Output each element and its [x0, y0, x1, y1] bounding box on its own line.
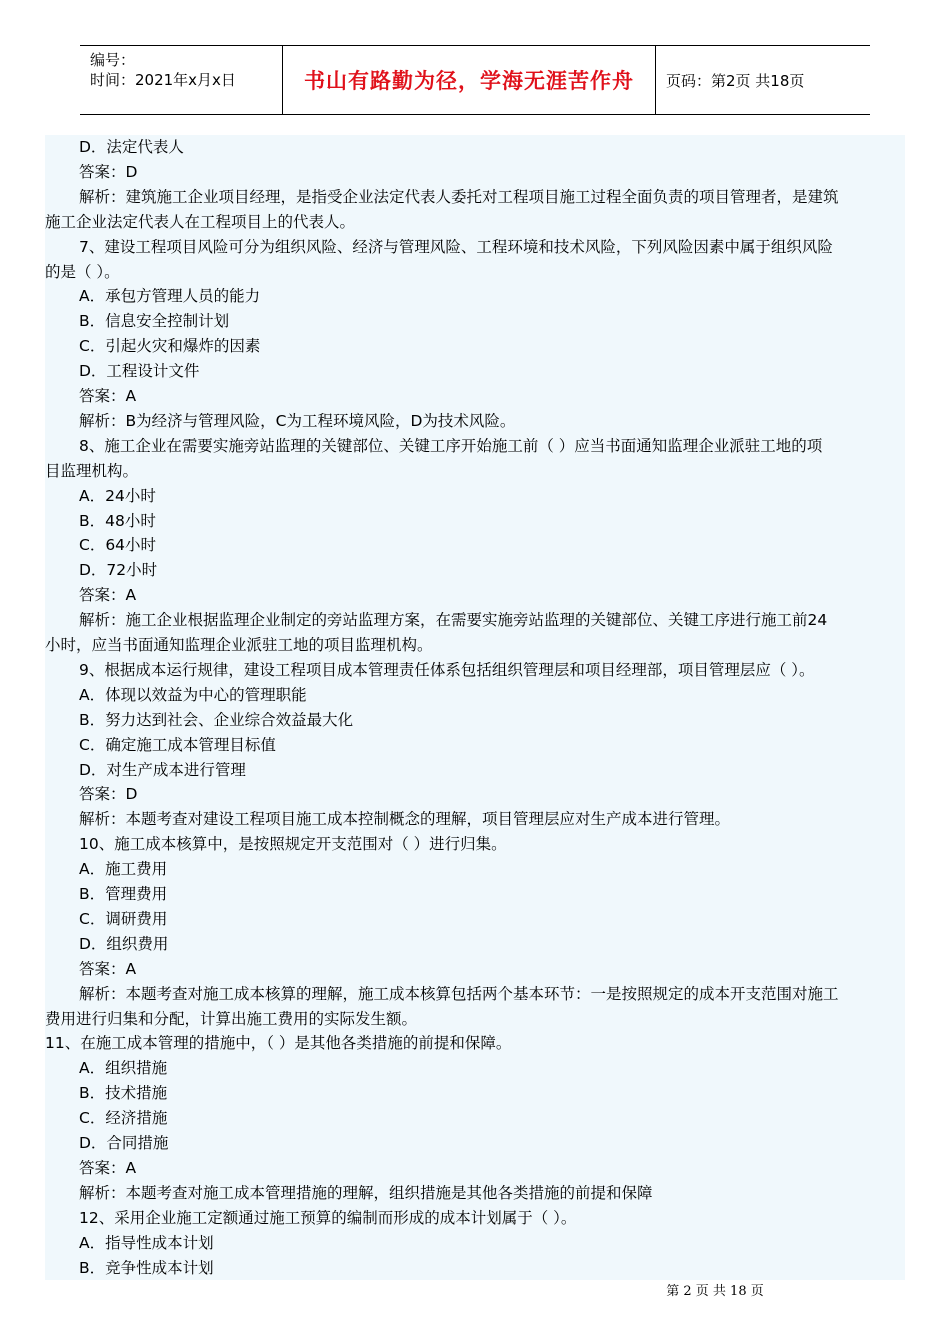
text-line: C．确定施工成本管理目标值 [79, 735, 276, 754]
text-line: 答案：A [79, 387, 137, 405]
text-line: 答案：A [79, 1158, 137, 1177]
text-line: 8、施工企业在需要实施旁站监理的关键部位、关键工序开始施工前（ ）应当书面通知监理企业派驻工地的项 [79, 436, 823, 455]
text-line: 答案：D [79, 162, 138, 181]
text-line: 小时，应当书面通知监理企业派驻工地的项目监理机构。 [45, 636, 433, 654]
text-line: 答案：D [79, 785, 138, 804]
header-page-number: 页码：第2页 共18页 [666, 71, 805, 90]
text-line: 费用进行归集和分配，计算出施工费用的实际发生额。 [45, 1009, 418, 1028]
text-line: 解析：本题考查对施工成本核算的理解，施工成本核算包括两个基本环节：一是按照规定的成本开支范围对施工 [79, 984, 839, 1003]
text-line: 10、施工成本核算中，是按照规定开支范围对（ ）进行归集。 [79, 835, 507, 854]
text-line: D．对生产成本进行管理 [79, 760, 246, 779]
text-line: 答案：A [79, 959, 137, 978]
text-line: A．指导性成本计划 [79, 1233, 214, 1252]
document-body [45, 135, 905, 1280]
text-line: 解析：本题考查对建设工程项目施工成本控制概念的理解，项目管理层应对生产成本进行管理。 [79, 810, 731, 829]
text-line: 施工企业法定代表人在工程项目上的代表人。 [45, 212, 356, 231]
page-header [80, 45, 870, 115]
text-line: C．经济措施 [79, 1109, 168, 1128]
text-line: 11、在施工成本管理的措施中，（ ）是其他各类措施的前提和保障。 [45, 1034, 512, 1053]
text-line: B．努力达到社会、企业综合效益最大化 [79, 710, 354, 729]
text-line: D．工程设计文件 [79, 362, 200, 381]
text-line: C．引起火灾和爆炸的因素 [79, 337, 261, 356]
text-line: 9、根据成本运行规律，建设工程项目成本管理责任体系包括组织管理层和项目经理部，项目管理层应（ ）。 [79, 660, 815, 679]
text-line: 解析：建筑施工企业项目经理，是指受企业法定代表人委托对工程项目施工过程全面负责的项目管理者，是建筑 [79, 187, 839, 206]
header-page-cell [656, 46, 870, 114]
text-line: A．24小时 [79, 486, 156, 505]
text-line: 解析：施工企业根据监理企业制定的旁站监理方案，在需要实施旁站监理的关键部位、关键工序进行施工前24 [79, 611, 828, 630]
text-line: A．组织措施 [79, 1059, 168, 1078]
text-line: A．施工费用 [79, 860, 168, 879]
text-line: D．法定代表人 [79, 138, 184, 156]
text-line: D．合同措施 [79, 1134, 169, 1152]
page-footer: 第 2 页 共 18 页 [666, 1284, 764, 1299]
text-line: 解析：本题考查对施工成本管理措施的理解，组织措施是其他各类措施的前提和保障 [79, 1183, 653, 1202]
text-line: C．调研费用 [79, 909, 168, 928]
text-line: A．体现以效益为中心的管理职能 [79, 685, 307, 704]
document-time-label: 时间：2021年x月x日 [90, 71, 236, 89]
text-line: B．竞争性成本计划 [79, 1258, 214, 1277]
text-line: 答案：A [79, 586, 137, 605]
header-motto-cell [282, 46, 656, 114]
header-motto: 书山有路勤为径，学海无涯苦作舟 [304, 69, 634, 93]
text-line: 7、建设工程项目风险可分为组织风险、经济与管理风险、工程环境和技术风险，下列风险因素中属于组织风险 [79, 237, 833, 256]
text-line: 解析：B为经济与管理风险，C为工程环境风险，D为技术风险。 [79, 411, 516, 430]
text-line: 12、采用企业施工定额通过施工预算的编制而形成的成本计划属于（ ）。 [79, 1208, 577, 1227]
document-number-label: 编号： [90, 51, 136, 69]
text-line: B．48小时 [79, 511, 156, 530]
text-line: 目监理机构。 [45, 461, 139, 480]
text-line: B．技术措施 [79, 1084, 168, 1103]
text-line: D．组织费用 [79, 934, 169, 953]
text-line: 的是（ ）。 [45, 262, 120, 281]
text-line: B．信息安全控制计划 [79, 312, 230, 331]
text-line: D．72小时 [79, 561, 158, 580]
text-line: B．管理费用 [79, 885, 168, 903]
header-meta [80, 46, 282, 114]
text-line: A．承包方管理人员的能力 [79, 287, 261, 306]
text-line: C．64小时 [79, 536, 157, 555]
